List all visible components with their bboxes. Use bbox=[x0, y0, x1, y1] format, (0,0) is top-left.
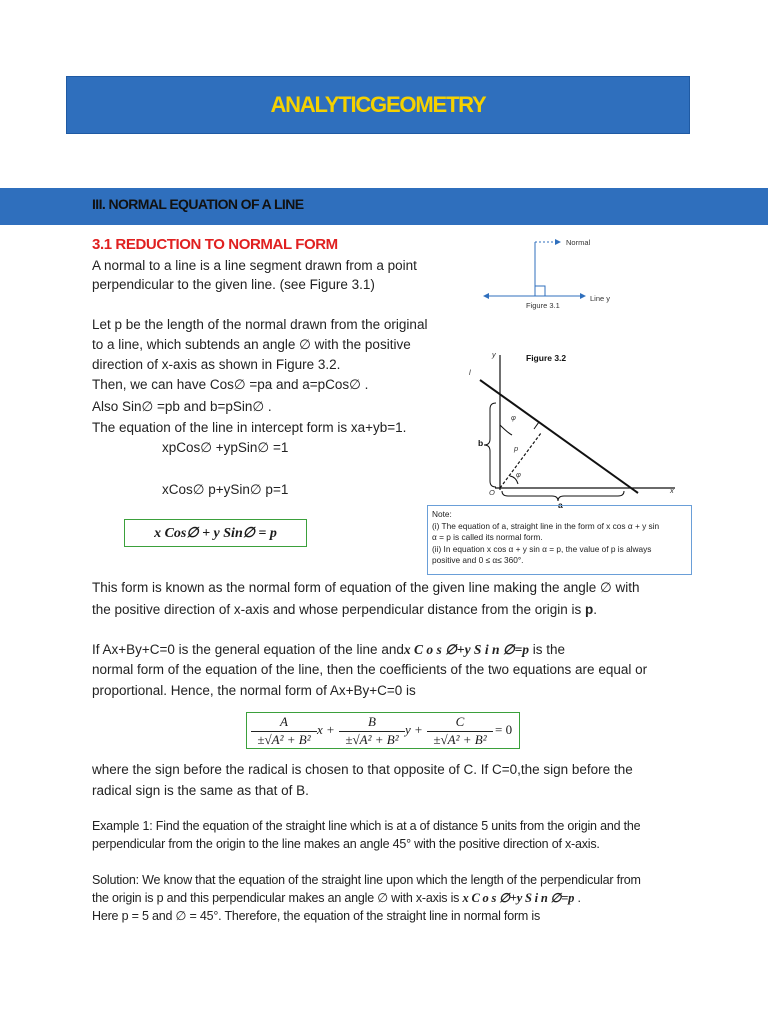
fraction-b: $\frac{B}{\text{±√A² + B²}}$ bbox=[339, 714, 405, 748]
body-line-7: xpCos∅ +ypSin∅ =1 bbox=[162, 440, 289, 455]
figure-3-1-caption: Figure 3.1 bbox=[526, 301, 560, 310]
normal-form-formula: x Cos∅ + y Sin∅ = p bbox=[154, 525, 277, 541]
para3-line-2: normal form of the equation of the line, then the coefficients of the two equations are equal or bbox=[92, 662, 648, 677]
note-line-2: α = p is called its normal form. bbox=[432, 532, 543, 542]
equals-zero: = 0 bbox=[495, 722, 513, 737]
fraction-a: $\frac{A}{\text{±√A² + B²}}$ bbox=[251, 714, 317, 748]
figure-3-2-origin-label: O bbox=[489, 488, 495, 497]
body-line-6: The equation of the line in intercept form is xa+yb=1. bbox=[92, 420, 407, 435]
intro-line-1: A normal to a line is a line segment drawn from a point bbox=[92, 258, 417, 273]
title-banner bbox=[66, 76, 690, 134]
body-line-5: Also Sin∅ =pb and b=pSin∅ . bbox=[92, 399, 272, 414]
para4-line-2: radical sign is the same as that of B. bbox=[92, 783, 309, 798]
figure-3-2-y-label: y bbox=[492, 350, 496, 359]
figure-3-2-b-label: b bbox=[478, 438, 484, 448]
section-title: III. NORMAL EQUATION OF A LINE bbox=[92, 196, 304, 212]
para2-line-2: the positive direction of x-axis and whose perpendicular distance from the origin is p. bbox=[92, 602, 598, 617]
figure-3-2 bbox=[440, 345, 690, 505]
solution-line-3: Here p = 5 and ∅ = 45°. Therefore, the equation of the straight line in normal form is bbox=[92, 909, 541, 923]
figure-3-2-brace-b bbox=[484, 403, 496, 487]
figure-3-2-right-angle bbox=[534, 422, 546, 429]
subsection-title: 3.1 REDUCTION TO NORMAL FORM bbox=[92, 236, 338, 253]
figure-3-1-right-angle bbox=[535, 286, 545, 296]
note-line-4: positive and 0 ≤ α≤ 360°. bbox=[432, 555, 524, 565]
figure-3-1-normal-label: Normal bbox=[566, 238, 591, 247]
para3-line-3: proportional. Hence, the normal form of Ax+By+C=0 is bbox=[92, 683, 416, 698]
note-line-3: (ii) In equation x cos α + y sin α = p, the value of p is always bbox=[432, 543, 652, 554]
body-line-2: to a line, which subtends an angle ∅ with the positive bbox=[92, 337, 411, 352]
figure-3-2-brace-a bbox=[502, 491, 624, 501]
body-line-3: direction of x-axis as shown in Figure 3.2. bbox=[92, 357, 341, 372]
solution-line-1: Solution: We know that the equation of the straight line upon which the length of the perpendicular from bbox=[92, 873, 641, 887]
body-line-4: Then, we can have Cos∅ =pa and a=pCos∅ . bbox=[92, 377, 369, 392]
solution-inline-formula: x C o s ∅+y S i n ∅=p bbox=[462, 891, 575, 905]
y-term: y + bbox=[405, 722, 423, 737]
note-heading: Note: bbox=[432, 509, 452, 519]
figure-3-2-a-label: a bbox=[558, 500, 563, 510]
normal-form-formula-box bbox=[124, 519, 307, 547]
body-line-8: xCos∅ p+ySin∅ p=1 bbox=[162, 482, 289, 497]
x-term: x + bbox=[317, 722, 335, 737]
figure-3-2-phi-bottom: φ bbox=[516, 470, 521, 479]
note-line-1: (i) The equation of a, straight line in the form of x cos α + y sin bbox=[432, 520, 660, 531]
para4-line-1: where the sign before the radical is chosen to that opposite of C. If C=0,the sign before the bbox=[92, 762, 633, 777]
example-line-2: perpendicular from the origin to the line makes an angle 45° with the positive direction of x-axis. bbox=[92, 837, 600, 851]
figure-3-2-normal-p bbox=[500, 433, 541, 488]
body-line-1: Let p be the length of the normal drawn from the original bbox=[92, 317, 428, 332]
figure-3-2-x-label: x bbox=[670, 486, 674, 495]
solution-line-2: the origin is p and this perpendicular makes an angle ∅ with x-axis is x C o s ∅+y S i n ∅=p . bbox=[92, 891, 581, 905]
intro-line-2: perpendicular to the given line. (see Figure 3.1) bbox=[92, 277, 375, 292]
note-box bbox=[427, 505, 692, 575]
figure-3-2-l-label: l bbox=[469, 368, 471, 377]
fraction-c: $\frac{C}{\text{±√A² + B²}}$ bbox=[427, 714, 493, 748]
page-title: ANALYTICGEOMETRY bbox=[270, 92, 486, 117]
figure-3-2-line-l bbox=[480, 380, 638, 493]
figure-3-2-phi-top: φ bbox=[511, 413, 516, 422]
figure-3-2-title: Figure 3.2 bbox=[526, 353, 567, 363]
para3-inline-formula: x C o s ∅+y S i n ∅=p bbox=[403, 642, 530, 657]
figure-3-2-p-label: p bbox=[514, 444, 519, 453]
general-normal-form-formula bbox=[246, 712, 520, 749]
figure-3-1-line-label: Line y bbox=[590, 294, 611, 303]
example-line-1: Example 1: Find the equation of the straight line which is at a of distance 5 units from the origin and the bbox=[92, 819, 641, 833]
para2-line-1: This form is known as the normal form of equation of the given line making the angle ∅ with bbox=[92, 580, 640, 595]
para3-line-1: If Ax+By+C=0 is the general equation of the line andx C o s ∅+y S i n ∅=p is the bbox=[92, 642, 566, 657]
